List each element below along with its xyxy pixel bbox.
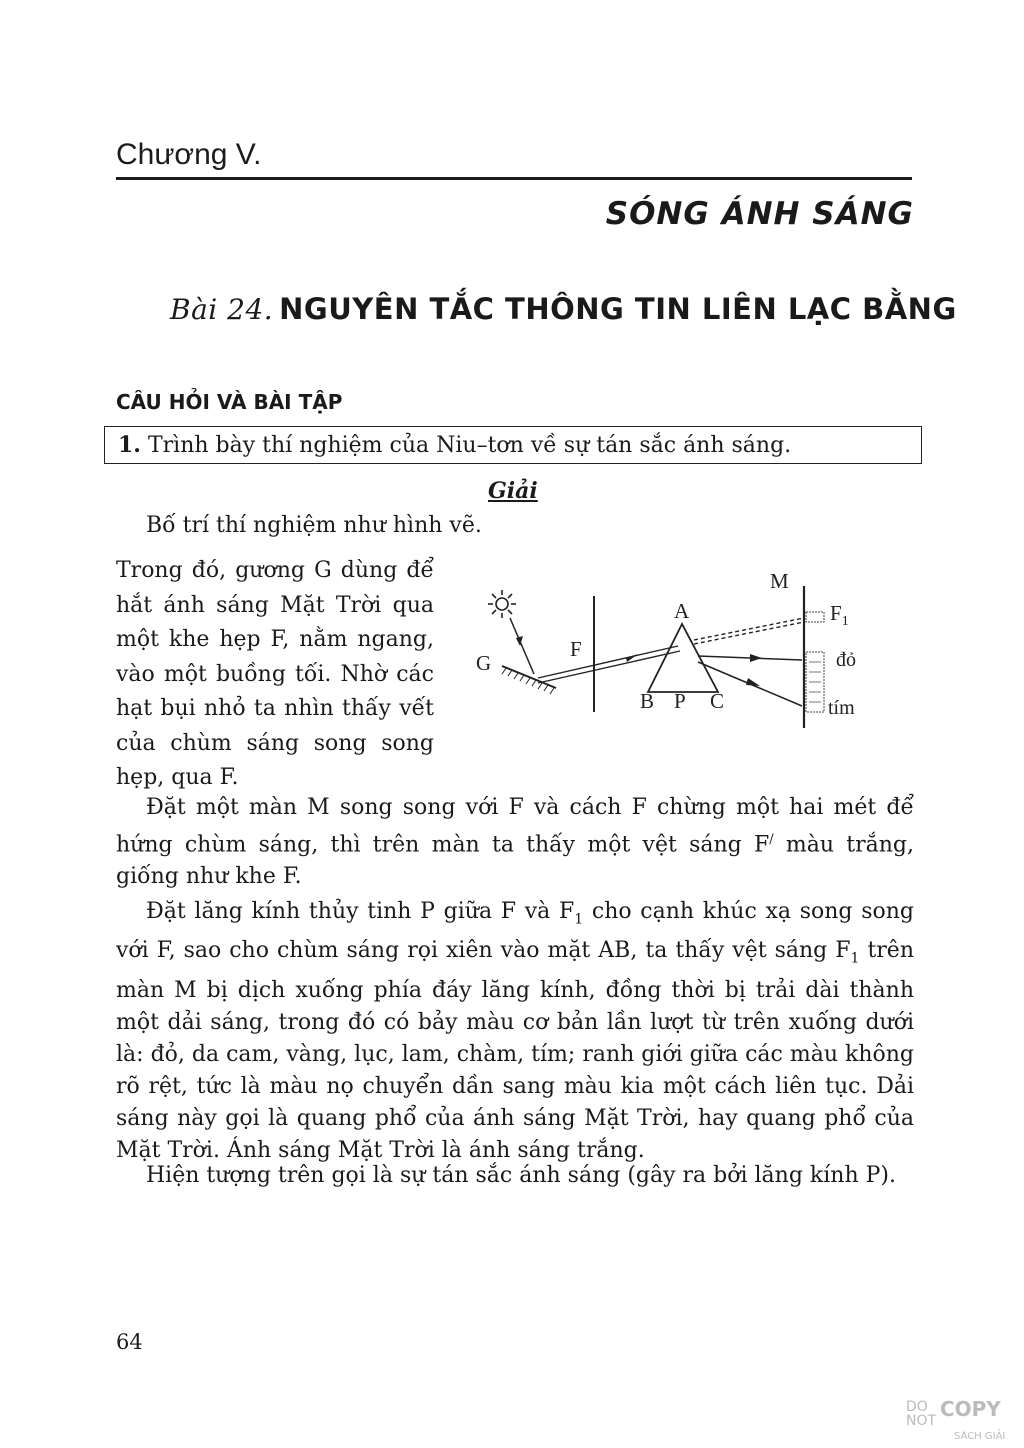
paragraph-mirror: Trong đó, gương G dùng để hắt ánh sáng Mặt Trời qua một khe hẹp F, nằm ngang, vào một buồng tối. Nhờ các hạt bụi nhỏ ta nhìn thấy vết của chùm sáng song song hẹp, qua F. [116, 558, 434, 790]
label-b: B [640, 689, 655, 713]
question-text [118, 432, 791, 458]
subscript-1: 1 [850, 950, 860, 967]
arrow-icon [746, 678, 760, 686]
label-a: A [674, 599, 690, 623]
chapter-title: SÓNG ÁNH SÁNG [605, 196, 914, 232]
label-f1: $F_1$ [830, 601, 849, 629]
watermark-line2: NOT [906, 1413, 937, 1429]
label-g: G [476, 651, 492, 675]
subscript-1: 1 [574, 911, 584, 928]
lesson-prefix: Bài 24. [170, 293, 274, 326]
question-number: 1. [118, 432, 141, 458]
spot-f1 [806, 612, 824, 622]
paragraph-prism-part3: trên màn M bị dịch xuống phía đáy lăng kính, đồng thời bị trải dài thành một dải sáng, trong đó có bảy màu cơ bản lần lượt từ trên xuống dưới là: đỏ, da cam, vàng, lục, lam, chàm, tím; ranh giới giữa các màu không rõ rệt, tức là màu nọ chuyển dần sang màu kia một cách liên tục. Dải sáng này gọi là quang phổ của ánh sáng Mặt Trời, hay quang phổ của Mặt Trời. Ánh sáng Mặt Trời là ánh sáng trắng. [116, 938, 914, 1163]
incoming-ray [510, 618, 534, 674]
paragraph-conclusion: Hiện tượng trên gọi là sự tán sắc ánh sáng (gây ra bởi lăng kính P). [146, 1163, 896, 1188]
lesson-title [170, 292, 957, 326]
paragraph-screen-part2: màu trắng, giống như khe F. [116, 832, 914, 890]
label-red: đỏ [836, 649, 856, 671]
label-m: M [770, 569, 789, 593]
paragraph-prism-part2: cho cạnh khúc xạ song song với F, sao cho chùm sáng rọi xiên vào mặt AB, ta thấy vệt sáng F [116, 899, 914, 964]
watermark [906, 1397, 1006, 1442]
prime-mark: / [769, 832, 774, 847]
question-body: Trình bày thí nghiệm của Niu–tơn về sự tán sắc ánh sáng. [147, 433, 792, 458]
paragraph-screen-part1: Đặt một màn M song song với F và cách F chừng một hai mét để hứng chùm sáng, thì trên màn ta thấy một vệt sáng F [116, 795, 914, 858]
watermark-copy: COPY [940, 1397, 1001, 1421]
label-f: F [570, 637, 582, 661]
qa-heading: CÂU HỎI VÀ BÀI TẬP [116, 390, 343, 414]
chapter-label: Chương V. [116, 138, 262, 171]
watermark-brand: SÁCH GIẢI [954, 1431, 1006, 1442]
watermark-line1: DO [906, 1399, 928, 1415]
newton-prism-diagram [466, 566, 886, 746]
solution-label: Giải [488, 478, 538, 504]
label-p: P [674, 689, 686, 713]
chapter-rule [116, 177, 912, 180]
mirror-g [502, 666, 556, 688]
arrow-icon [750, 654, 762, 662]
undeviated-ray [694, 618, 804, 640]
page-number: 64 [116, 1330, 143, 1354]
paragraph-screen [116, 792, 914, 893]
paragraph-prism-part1: Đặt lăng kính thủy tinh P giữa F và F [146, 899, 575, 924]
label-c: C [710, 689, 725, 713]
lesson-title-text: NGUYÊN TẮC THÔNG TIN LIÊN LẠC BẰNG [279, 292, 957, 326]
paragraph-prism [116, 896, 914, 1167]
sun-icon [488, 590, 516, 618]
prism [648, 624, 718, 692]
label-violet: tím [828, 697, 855, 719]
paragraph-setup: Bố trí thí nghiệm như hình vẽ. [146, 513, 482, 538]
